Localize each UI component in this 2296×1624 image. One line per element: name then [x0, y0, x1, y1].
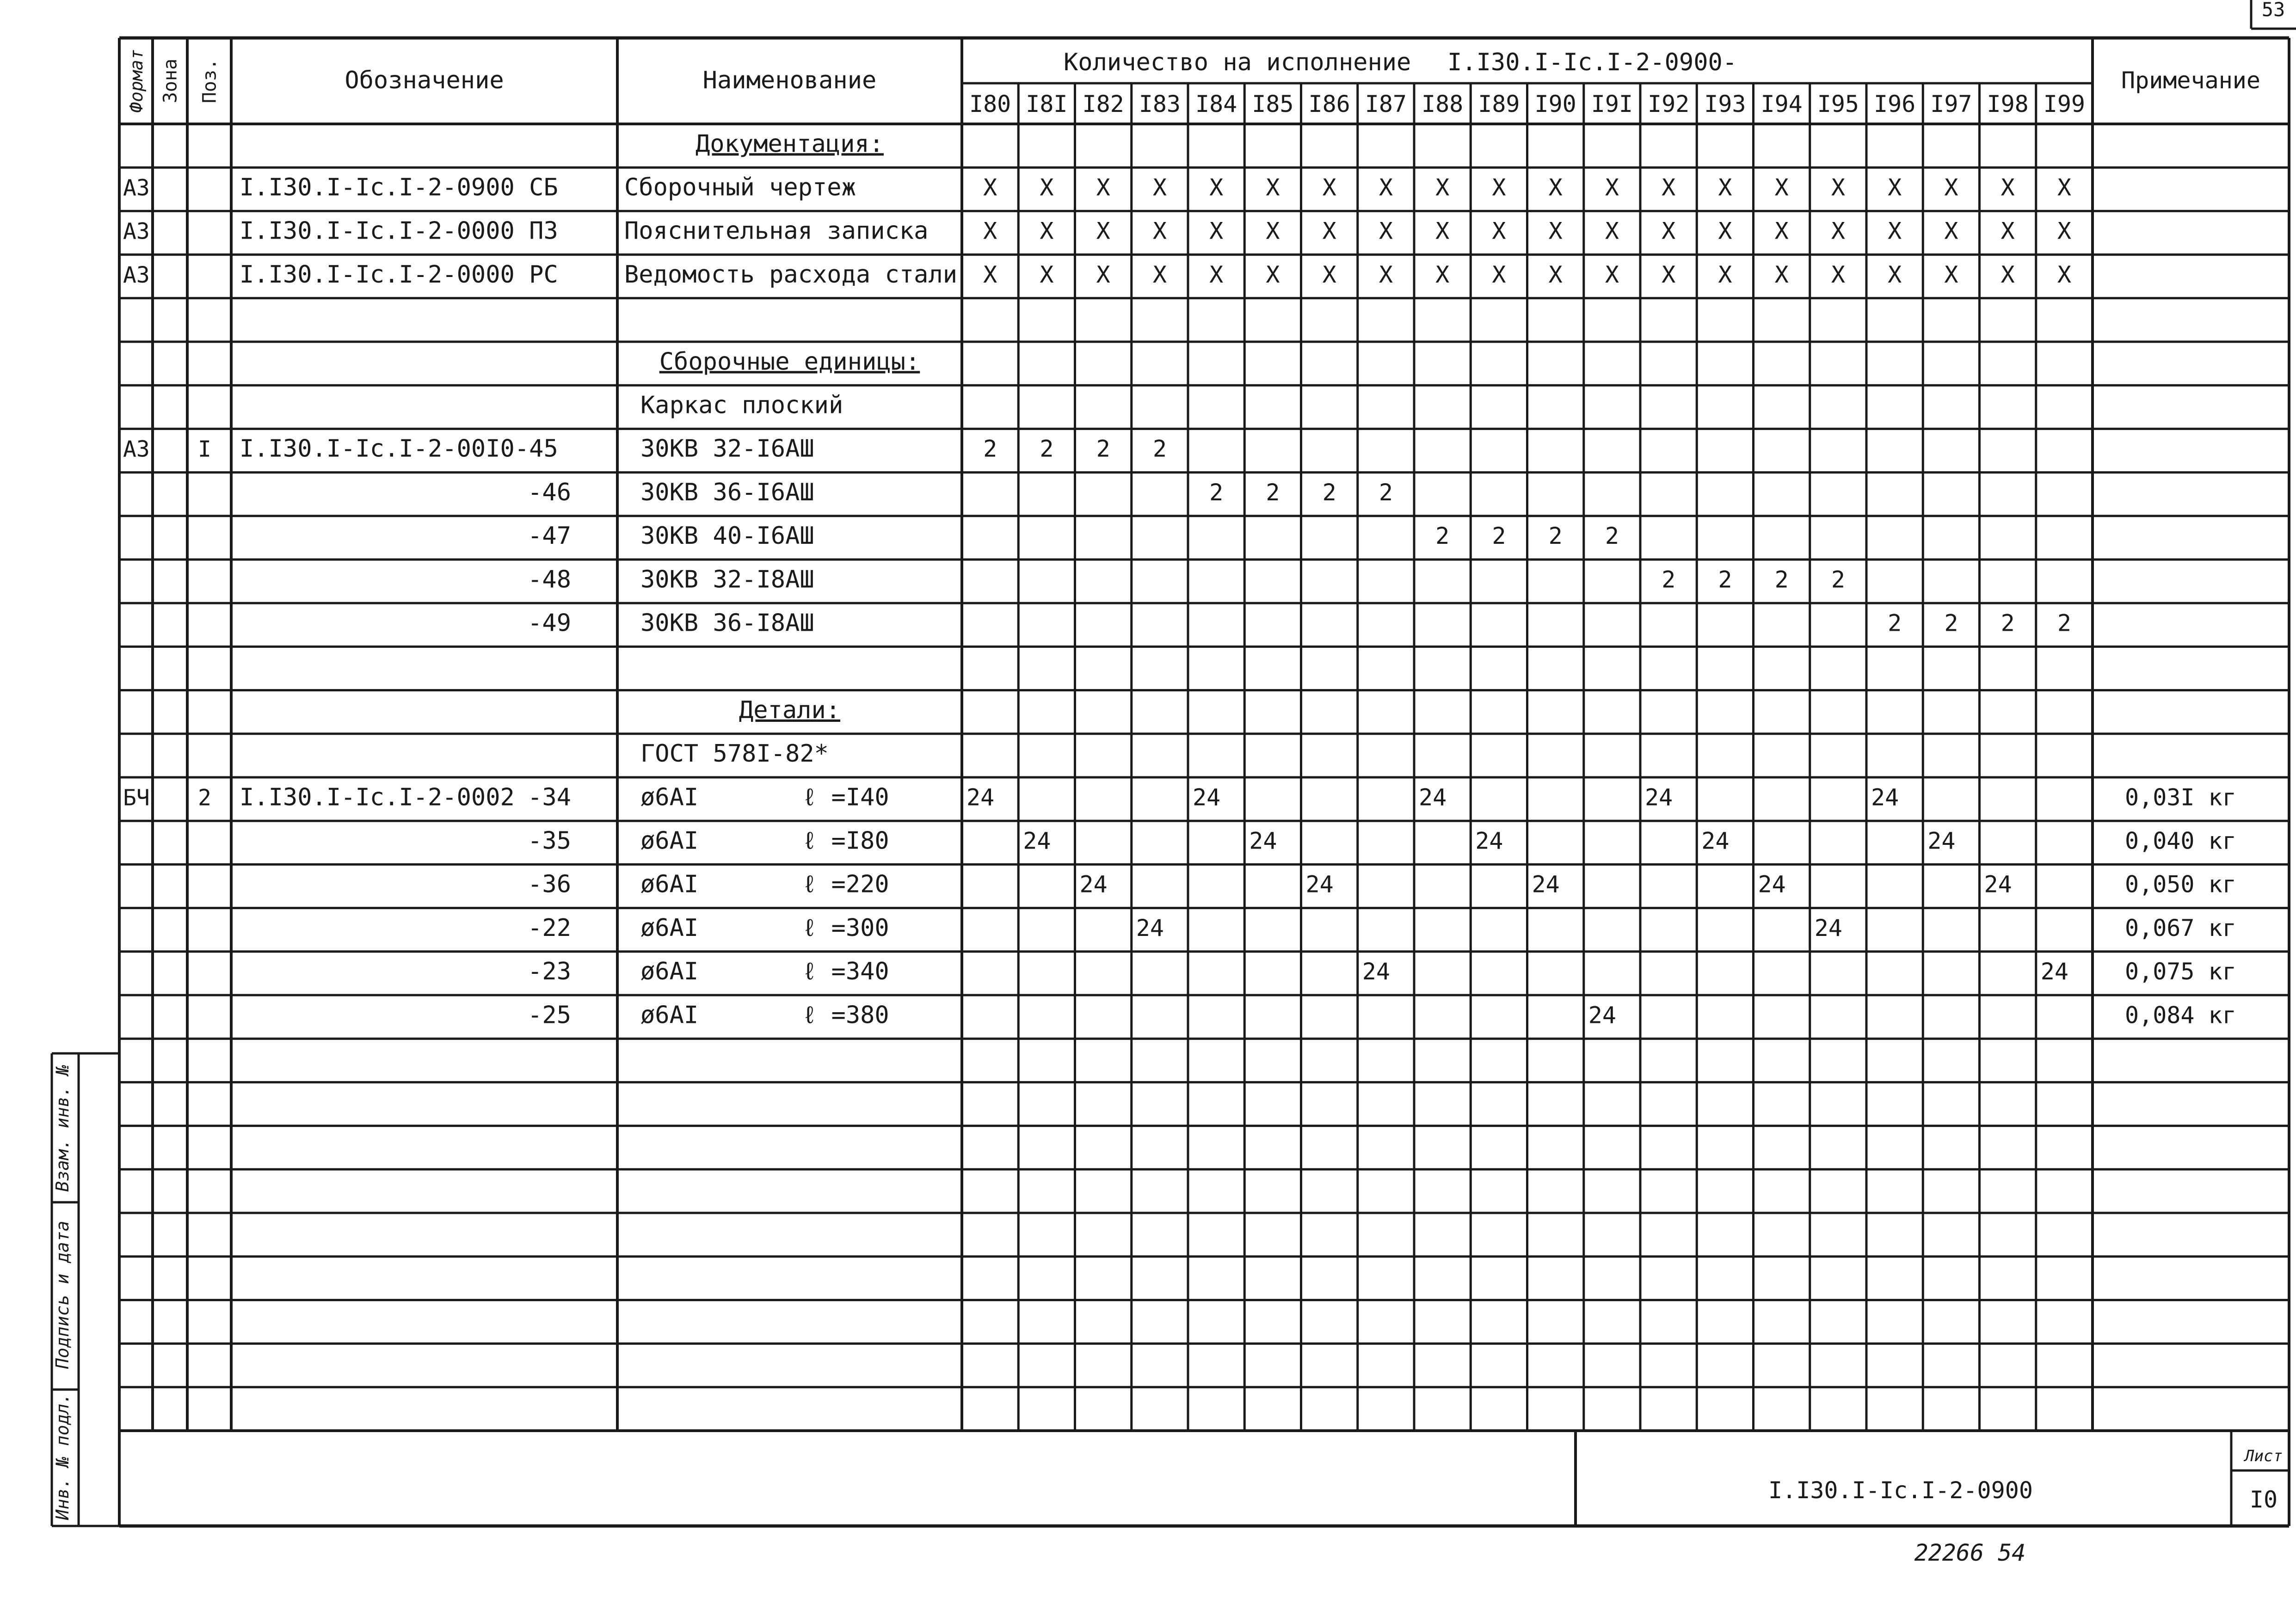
cell-designation: I.I30.I-Ic.I-2-00I0-45	[240, 435, 558, 463]
cell-format: БЧ	[123, 785, 150, 811]
cell-quantity: X	[1605, 261, 1619, 288]
cell-quantity: X	[1096, 261, 1110, 288]
header-designation: Обозначение	[345, 67, 504, 94]
cell-quantity: X	[1379, 261, 1393, 288]
variant-header: I86	[1308, 91, 1350, 117]
header-pos: Поз.	[199, 58, 221, 104]
cell-quantity: X	[1379, 174, 1393, 201]
cell-quantity: X	[1831, 261, 1845, 288]
cell-quantity: 24	[1588, 1002, 1616, 1029]
corner-page-number: 53	[2261, 0, 2285, 21]
cell-quantity: 24	[1701, 827, 1730, 855]
variant-header: I90	[1534, 91, 1576, 117]
cell-quantity: X	[2057, 174, 2071, 201]
cell-length: ℓ =I40	[802, 783, 889, 812]
cell-quantity: X	[1040, 174, 1054, 201]
cell-quantity: 24	[1193, 784, 1221, 811]
header-name: Наименование	[702, 67, 877, 94]
cell-quantity: 2	[1266, 479, 1280, 506]
stamp-original-inv: Инв. № подл.	[52, 1393, 73, 1520]
cell-designation-suffix: -23	[528, 958, 571, 986]
title-block-code: I.I30.I-Ic.I-2-0900	[1768, 1477, 2033, 1504]
cell-designation-suffix: -36	[528, 870, 571, 898]
cell-name: ø6АI	[640, 783, 699, 812]
cell-quantity: X	[1435, 261, 1450, 288]
table-content	[123, 49, 2260, 1029]
header-zone: Зона	[160, 58, 181, 104]
cell-quantity: 2	[2001, 609, 2015, 637]
header-base-code: I.I30.I-Ic.I-2-0900-	[1447, 49, 1737, 76]
cell-quantity: X	[1266, 217, 1280, 245]
cell-name: ø6АI	[640, 827, 699, 855]
cell-quantity: 24	[1871, 784, 1899, 811]
cell-quantity: X	[1322, 174, 1336, 201]
cell-name: Ведомость расхода стали	[624, 260, 958, 289]
cell-length: ℓ =220	[802, 870, 889, 898]
cell-quantity: X	[1662, 174, 1676, 201]
cell-quantity: X	[1774, 261, 1789, 288]
cell-quantity: X	[1152, 217, 1167, 245]
cell-name: ø6АI	[640, 958, 699, 986]
cell-quantity: X	[2001, 261, 2015, 288]
variant-header: I98	[1987, 91, 2029, 117]
cell-quantity: 2	[1548, 523, 1563, 550]
cell-quantity: X	[1718, 261, 1732, 288]
cell-name: Пояснительная записка	[624, 217, 929, 245]
section-heading: Сборочные единицы:	[659, 348, 920, 376]
cell-designation-suffix: -48	[528, 566, 571, 594]
cell-quantity: 2	[1152, 435, 1167, 462]
cell-quantity: 24	[1419, 784, 1447, 811]
cell-quantity: X	[1944, 217, 1958, 245]
cell-length: ℓ =300	[802, 914, 889, 942]
variant-header: I89	[1478, 91, 1520, 117]
cell-quantity: X	[1944, 174, 1958, 201]
cell-quantity: X	[983, 261, 997, 288]
header-quantity: Количество на исполнение	[1064, 49, 1411, 76]
cell-quantity: 24	[1814, 914, 1842, 941]
cell-quantity: X	[1322, 261, 1336, 288]
cell-designation-suffix: -34	[528, 783, 571, 812]
cell-quantity: X	[1774, 217, 1789, 245]
cell-quantity: X	[1548, 261, 1563, 288]
cell-quantity: X	[1888, 217, 1902, 245]
cell-quantity: X	[1774, 174, 1789, 201]
section-heading: Детали:	[739, 696, 841, 724]
cell-quantity: X	[1096, 217, 1110, 245]
variant-header: I84	[1195, 91, 1237, 117]
cell-quantity: 2	[1888, 609, 1902, 637]
cell-name: 30КВ 40-I6АШ	[640, 522, 814, 550]
cell-quantity: X	[1209, 217, 1224, 245]
cell-quantity: 2	[1774, 566, 1789, 593]
cell-quantity: 2	[1492, 523, 1506, 550]
cell-designation-suffix: -35	[528, 827, 571, 855]
cell-quantity: 2	[1096, 435, 1110, 462]
variant-header: I97	[1930, 91, 1972, 117]
cell-quantity: 24	[1023, 827, 1051, 855]
cell-quantity: X	[1266, 174, 1280, 201]
cell-quantity: 24	[1475, 827, 1503, 855]
cell-format: А3	[123, 262, 150, 288]
variant-header: I8I	[1026, 91, 1068, 117]
cell-note: 0,084 кг	[2125, 1002, 2236, 1029]
cell-designation-suffix: -25	[528, 1001, 571, 1029]
handwritten-footer: 22266 54	[1914, 1539, 2026, 1566]
cell-quantity: X	[1662, 217, 1676, 245]
cell-quantity: X	[1605, 217, 1619, 245]
cell-quantity: X	[1548, 217, 1563, 245]
cell-quantity: X	[1492, 261, 1506, 288]
stamp-replacement-inv: Взам. инв. №	[52, 1064, 73, 1192]
variant-header: I95	[1817, 91, 1859, 117]
cell-note: 0,050 кг	[2125, 871, 2236, 898]
cell-quantity: 2	[1379, 479, 1393, 506]
stamp-signature-date: Подпись и дата	[52, 1220, 73, 1369]
cell-format: А3	[123, 218, 150, 245]
cell-note: 0,075 кг	[2125, 958, 2236, 985]
header-format: Формат	[126, 49, 147, 113]
cell-length: ℓ =I80	[802, 827, 889, 855]
variant-header: I88	[1421, 91, 1464, 117]
cell-quantity: X	[1718, 217, 1732, 245]
cell-quantity: 24	[1079, 871, 1108, 898]
cell-name: 30КВ 32-I8АШ	[640, 566, 814, 594]
cell-quantity: 2	[1322, 479, 1336, 506]
variant-header: I83	[1139, 91, 1181, 117]
cell-quantity: 2	[1718, 566, 1732, 593]
cell-note: 0,067 кг	[2125, 914, 2236, 941]
variant-header: I92	[1647, 91, 1690, 117]
cell-quantity: 24	[1984, 871, 2012, 898]
cell-quantity: X	[1492, 174, 1506, 201]
cell-designation: I.I30.I-Ic.I-2-0002	[240, 783, 515, 812]
cell-quantity: 24	[1532, 871, 1560, 898]
cell-quantity: 24	[2040, 958, 2068, 985]
cell-format: А3	[123, 436, 150, 462]
variant-header: I87	[1365, 91, 1407, 117]
cell-designation-suffix: -46	[528, 478, 571, 506]
cell-quantity: X	[1209, 261, 1224, 288]
cell-quantity: X	[1040, 261, 1054, 288]
cell-quantity: 2	[1944, 609, 1958, 637]
variant-header: I9I	[1591, 91, 1633, 117]
cell-quantity: X	[1944, 261, 1958, 288]
cell-quantity: 2	[1040, 435, 1054, 462]
cell-name: ø6АI	[640, 870, 699, 898]
cell-quantity: X	[1831, 217, 1845, 245]
cell-name: 30КВ 36-I8АШ	[640, 609, 814, 637]
cell-quantity: X	[1435, 174, 1450, 201]
cell-quantity: 2	[1209, 479, 1224, 506]
cell-quantity: X	[1831, 174, 1845, 201]
cell-quantity: X	[1379, 217, 1393, 245]
cell-quantity: X	[2057, 217, 2071, 245]
cell-quantity: 2	[1605, 523, 1619, 550]
variant-header: I94	[1760, 91, 1803, 117]
cell-quantity: 2	[2057, 609, 2071, 637]
cell-quantity: 24	[1362, 958, 1390, 985]
title-block-sheet-number: I0	[2249, 1486, 2278, 1513]
section-heading: Документация:	[696, 130, 884, 158]
cell-quantity: X	[1888, 174, 1902, 201]
cell-name: Сборочный чертеж	[624, 173, 856, 202]
cell-name: ø6АI	[640, 1001, 699, 1029]
cell-quantity: X	[1152, 174, 1167, 201]
variant-header: I96	[1873, 91, 1916, 117]
cell-length: ℓ =340	[802, 958, 889, 986]
cell-quantity: 24	[1645, 784, 1673, 811]
cell-quantity: 2	[1831, 566, 1845, 593]
cell-quantity: X	[1096, 174, 1110, 201]
cell-name: 30КВ 36-I6АШ	[640, 478, 814, 506]
title-block-sheet-label: Лист	[2245, 1447, 2283, 1465]
cell-name: ø6АI	[640, 914, 699, 942]
cell-pos: I	[198, 436, 211, 462]
cell-quantity: X	[1152, 261, 1167, 288]
cell-quantity: 24	[1136, 914, 1164, 941]
cell-quantity: X	[1435, 217, 1450, 245]
cell-quantity: X	[1662, 261, 1676, 288]
cell-quantity: 2	[983, 435, 997, 462]
cell-quantity: X	[1718, 174, 1732, 201]
cell-name: 30КВ 32-I6АШ	[640, 435, 814, 463]
cell-note: 0,03I кг	[2125, 784, 2236, 811]
variant-header: I80	[969, 91, 1011, 117]
variant-header: I82	[1082, 91, 1124, 117]
cell-format: А3	[123, 175, 150, 201]
variant-header: I85	[1252, 91, 1294, 117]
cell-designation-suffix: -47	[528, 522, 571, 550]
cell-quantity: X	[1266, 261, 1280, 288]
cell-quantity: X	[2001, 174, 2015, 201]
cell-quantity: 24	[1305, 871, 1334, 898]
cell-quantity: X	[1040, 217, 1054, 245]
cell-quantity: 24	[1927, 827, 1956, 855]
cell-designation-suffix: -49	[528, 609, 571, 637]
cell-quantity: 24	[1758, 871, 1786, 898]
variant-header: I99	[2043, 91, 2086, 117]
cell-designation: I.I30.I-Ic.I-2-0000 РС	[240, 260, 558, 289]
cell-designation: I.I30.I-Ic.I-2-0900 СБ	[240, 173, 558, 202]
cell-quantity: X	[1492, 217, 1506, 245]
cell-designation-suffix: -22	[528, 914, 571, 942]
cell-length: ℓ =380	[802, 1001, 889, 1029]
cell-quantity: 24	[1249, 827, 1277, 855]
cell-designation: I.I30.I-Ic.I-2-0000 ПЗ	[240, 217, 558, 245]
cell-quantity: X	[1605, 174, 1619, 201]
variant-header: I93	[1704, 91, 1746, 117]
cell-quantity: 2	[1435, 523, 1450, 550]
cell-quantity: X	[983, 174, 997, 201]
cell-pos: 2	[198, 785, 211, 811]
cell-quantity: X	[1322, 217, 1336, 245]
cell-quantity: X	[2057, 261, 2071, 288]
cell-quantity: X	[1548, 174, 1563, 201]
cell-quantity: X	[983, 217, 997, 245]
cell-name: ГОСТ 578I-82*	[640, 740, 829, 768]
cell-quantity: X	[1209, 174, 1224, 201]
cell-note: 0,040 кг	[2125, 827, 2236, 855]
header-note: Примечание	[2121, 67, 2261, 94]
cell-quantity: X	[1888, 261, 1902, 288]
cell-quantity: 24	[966, 784, 995, 811]
cell-quantity: 2	[1662, 566, 1676, 593]
cell-name: Каркас плоский	[640, 391, 843, 419]
cell-quantity: X	[2001, 217, 2015, 245]
